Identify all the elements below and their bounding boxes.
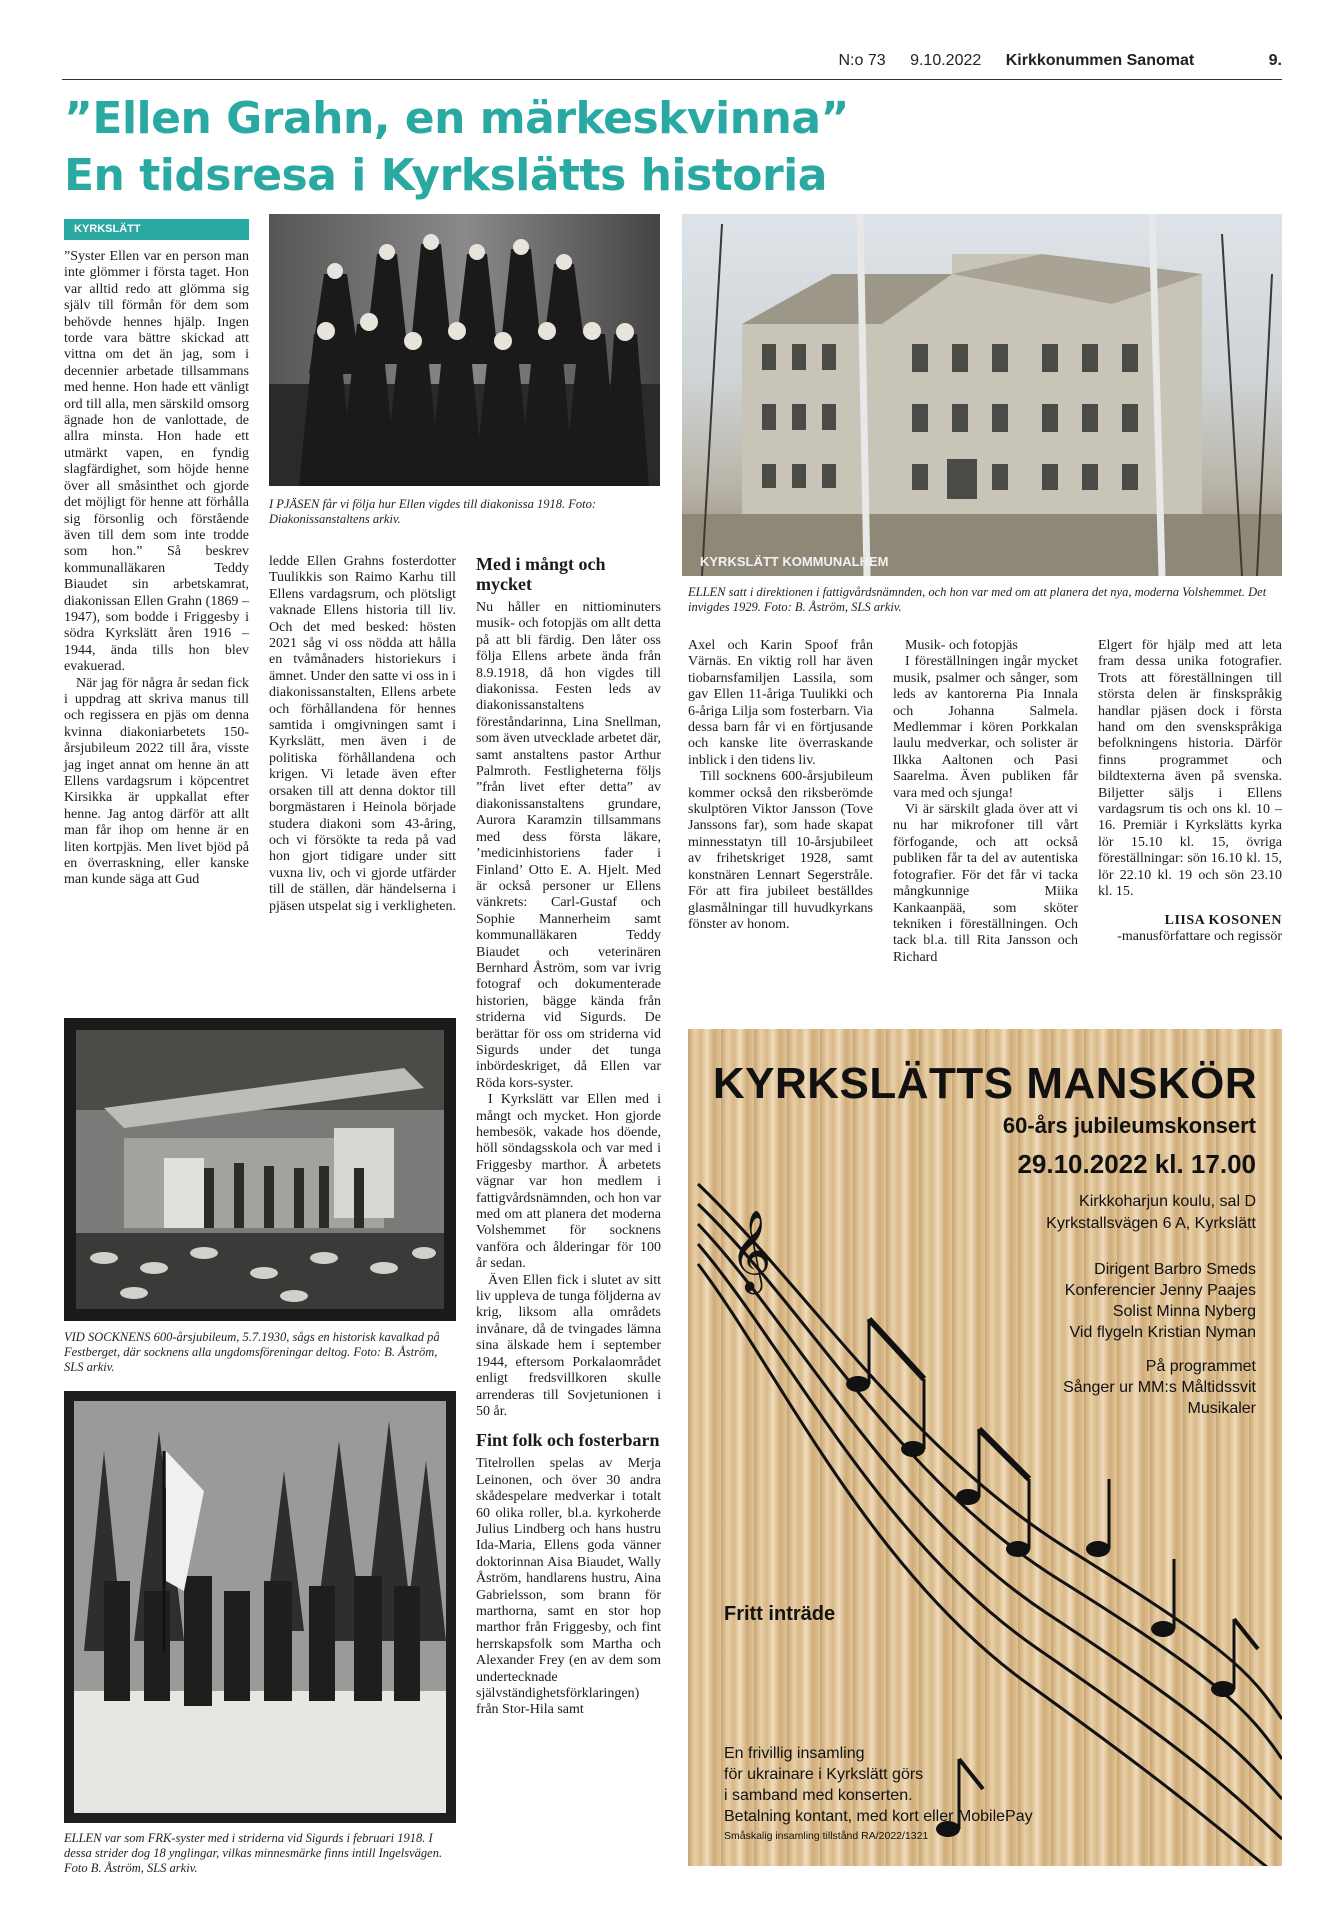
nurses-photo-caption: I PJÄSEN får vi följa hur Ellen vigdes till diakonissa 1918. Foto: Diakonissanstaltens arkiv. [269,497,597,526]
paragraph: I Kyrkslätt var Ellen med i mångt och mycket. Hon gjorde hembesök, vakade hos döende, höll söndagsskola och var med i Friggesby marthor. Å arbetets vägnar var hon medlem i fattigvårdsnämnden, och hon var med om att planera det moderna Volshemmet för socknens vanföra och ålderingar för 100 år sedan. [476,1092,661,1272]
ad-note-3: i samband med konserten. [724,1787,913,1804]
article-column-3 [476,554,661,1719]
header-rule [62,79,1282,80]
building-photo [682,214,1282,576]
headline-line-1: ”Ellen Grahn, en märkeskvinna” [64,93,849,144]
paragraph: När jag för några år sedan fick i uppdrag att skriva manus till och regissera en pjäs om denna kvinna diakoniarbetets 150-årsjubileum 2022 till åra, visste jag inget annat om henne än att Ellens vardagsrum i köpcentret Kirsikka är uppkallat efter henne. Jag antog därför att allt man får ihop om henne är en liten kortpjäs. Men livet bjöd på en överraskning, eller kanske man kunde säga att Gud [64,675,249,888]
ad-program-heading: På programmet [1145,1358,1256,1375]
headline [64,90,849,204]
headline-line-2: En tidsresa i Kyrkslätts historia [64,150,827,201]
building-photo-caption: ELLEN satt i direktionen i fattigvårdsnämnden, och hon var med om att planera det nya, moderna Volshemmet. Det invigdes 1929. Foto: B. Åström, SLS arkiv. [688,585,1267,614]
paragraph: I föreställningen ingår mycket musik, psalmer och sånger, som leds av kantorerna Pia Innala och Johanna Salmela. Medlemmar i kören Porkkalan laulu medverkar, och solister är Ilkka Aaltonen och Pasi Saarelma. Även publiken får vara med och sjunga! [893,654,1078,801]
ad-free-entry: Fritt inträde [724,1603,836,1625]
ad-program-item: Musikaler [1187,1400,1256,1417]
building-label: KYRKSLÄTT KOMMUNALHEM [700,554,889,569]
issue-date: 9.10.2022 [910,52,982,69]
nurses-photo [269,214,660,486]
page-number: 9. [1268,52,1282,69]
ad-subtitle: 60-års jubileumskonsert [1002,1113,1256,1138]
newspaper-name: Kirkkonummen Sanomat [1005,52,1195,69]
author-name: LIISA KOSONEN [1164,912,1282,928]
ad-credit-1: Dirigent Barbro Smeds [1094,1261,1256,1278]
winter-photo-illustration [64,1391,456,1823]
article-column-6 [1098,638,1282,945]
subheading: Fint folk och fosterbarn [476,1430,660,1451]
winter-photo-caption: ELLEN var som FRK-syster med i striderna vid Sigurds i februari 1918. I dessa strider dog 18 ynglingar, vilkas minnesmärke finns intill Ingelsvägen. Foto B. Åström, SLS arkiv. [64,1831,443,1875]
stage-photo [64,1018,456,1321]
page-header [818,52,1282,70]
article-column-5 [893,638,1078,966]
nurses-photo-illustration [269,214,660,486]
ad-credit-2: Konferencier Jenny Paajes [1064,1282,1256,1299]
issue-number: N:o 73 [838,52,886,69]
byline [1098,913,1282,946]
ad-note-2: för ukrainare i Kyrkslätt görs [724,1766,924,1783]
paragraph: Även Ellen fick i slutet av sitt liv uppleva de tunga följderna av krig, liksom alla områdets invånare, då de tvingades lämna sina älskade hem i september 1944, eftersom Porkalaområdet enligt fredsvillkoren skulle arrenderas till Sovjetunionen i 50 år. [476,1272,661,1419]
paragraph: Vi är särskilt glada över att vi nu har mikrofoner till vårt förfogande, och att också publiken får ta del av autentiska fotografier. För det får vi tacka mångkunnige Miika Kankaanpää, som sköter tekniken i föreställningen. Och tack bl.a. till Rita Jansson och Richard [893,802,1078,965]
paragraph: Axel och Karin Spoof från Värnäs. En viktig roll har även tiobarnsfamiljen Lassila, som gav Ellen 11-åriga Tuulikki och 6-åriga Lilja som fosterbarn. Via dessa barn får vi en förtjusande och kanske lite överraskande inblick i den tidens liv. [688,638,873,768]
ad-note-4: Betalning kontant, med kort eller MobilePay [724,1808,1033,1825]
inline-subheading: Musik- och fotopjäs [905,638,1018,653]
paragraph: Titelrollen spelas av Merja Leinonen, och över 30 andra skådespelare medverkar i totalt 60 olika roller, bl.a. kyrkoherde Julius Lindberg och hans hustru Ida-Maria, Ellens goda vänner doktorinnan Aisa Biaudet, Wally Åström, handlarens hustru, Aina Gabrielsson, som brann för marthorna, samt en stor hop marthor från Friggesby, och fint herrskapsfolk som Martha och Alexander Frey (en av dem som undertecknade självständighetsförklaringen) från Stor-Hila samt [476,1456,661,1718]
ad-permit: Småskalig insamling tillstånd RA/2022/1321 [724,1830,929,1842]
ad-credit-3: Solist Minna Nyberg [1112,1303,1256,1320]
paragraph: ”Syster Ellen var en person man inte glömmer i första taget. Hon var alltid redo att glömma sig själv till förmån för dem som behövde hennes hjälp. Ingen torde vara bättre skickad att vittna om det än jag, som i decennier arbetade tillsammans med henne. Hon hade ett vänligt ord till alla, men särskild omsorg ägnade hon de vanlottade, de allra minsta. Hon hade ett utmärkt vapen, en fyndig slagfärdighet, som höjde henne över all småsinthet och gjorde det möjligt för henne att förhålla sig försonlig och förstående även till dem som inte trodde som hon.” Så beskrev kommunalläkaren Teddy Biaudet sin arbetskamrat, diakonissan Ellen Grahn (1869 – 1947), som bodde i Friggesby i södra Kyrkslätt åren 1916 – 1944, ända tills hon blev evakuerad. [64,249,249,675]
building-photo-illustration [682,214,1282,576]
winter-photo [64,1391,456,1823]
paragraph: Nu håller en nittiominuters musik- och fotopjäs om allt detta på att bli färdig. Den låter oss följa Ellens arbete ända från 8.9.1918, då hon vigdes till diakonissa. Festen leds av diakonissanstaltens föreståndarinna, Lina Snellman, som även utvecklade arbetet där, samt anstaltens pastor Arthur Palmroth. Festligheterna följs ”från livet efter detta” av diakonissanstaltens grundare, Aurora Karamzin tillsammans med dess första läkare, ’medicinhistoriens fader i Finland’ Otto E. A. Hjelt. Med är också personer ur Ellens vänkrets: Carl-Gustaf och Sophie Mannerheim samt kommunalläkaren Teddy Biaudet och veterinären Bernhard Åström, som var ivrig fotograf och dokumenterade historien, bägge kända från striderna vid Sigurds. De berättar för oss om striderna vid Sigurds under det tunga inbördeskriget, då Ellen var Röda kors-syster. [476,600,661,1091]
ad-venue-2: Kyrkstallsvägen 6 A, Kyrkslätt [1046,1215,1256,1232]
ad-title: KYRKSLÄTTS MANSKÖR [712,1059,1258,1108]
author-role: -manusförfattare och regissör [1117,928,1282,944]
paragraph: Till socknens 600-årsjubileum kommer också den riksberömde skulptören Viktor Jansson (Tove Janssons far), som hade skapat minnesstatyn till 10-årsjubileet av frihetskriget 1928, samt konstnären Lennart Segerstråle. För att fira jubileet beställdes glasmålningar till huvudkyrkans fönster av honom. [688,769,873,932]
stage-photo-caption: VID SOCKNENS 600-årsjubileum, 5.7.1930, sågs en historisk kavalkad på Festberget, där socknens alla ungdomsföreningar deltog. Foto: B. Åström, SLS arkiv. [64,1330,440,1374]
ad-program-item: Sånger ur MM:s Måltidssvit [1063,1379,1256,1396]
article-column-1 [64,249,249,889]
paragraph: Elgert för hjälp med att leta fram dessa unika fotografier. Trots att föreställningen till största delen är finskspråkig handlar pjäsen dock i första hand om den svenskspråkiga befolkningens historia. Därför finns programmet och bildtexterna även på svenska. Biljetter säljs i Ellens vardagsrum tis och ons kl. 10 – 16. Premiär i Kyrkslätts kyrka lör 15.10 kl. 15, övriga föreställningar: sön 16.10 kl. 15, lör 22.10 kl. 19 och sön 23.10 kl. 15. [1098,638,1282,900]
article-column-4 [688,638,873,933]
subheading: Med i mångt och mycket [476,554,606,594]
ad-datetime: 29.10.2022 kl. 17.00 [1017,1149,1256,1179]
paragraph: ledde Ellen Grahns fosterdotter Tuulikkis son Raimo Karhu till Ellens vardagsrum, och plötsligt vaknade Ellens historia till liv. Och det med besked: hösten 2021 såg vi oss nödda att hålla en tvåmånaders historiekurs i ämnet. Under den satte vi oss in i diakonissanstalten, Ellens arbete och förhållandena för hennes samtida i omgivningen samt i Kyrkslätt, men även i de politiska förhållandena och krigen. Vi letade även efter orsaken till att denna doktor till borgmästaren i Heinola började studera diakoni som 43-åring, och vi försökte ta reda på vad hon gjort tidigare under sitt vuxna liv, och vi gjorde utfärder till de ställen, där händelserna i pjäsen utspelat sig i verkligheten. [269,554,457,914]
svg-text:𝄞: 𝄞 [730,1209,772,1291]
concert-advertisement [688,1029,1282,1866]
article-column-2 [269,554,456,915]
stage-photo-illustration [64,1018,456,1321]
section-tag: KYRKSLÄTT [64,219,249,240]
ad-credit-4: Vid flygeln Kristian Nyman [1069,1324,1256,1341]
ad-venue-1: Kirkkoharjun koulu, sal D [1079,1193,1256,1210]
ad-note-1: En frivillig insamling [724,1745,865,1762]
